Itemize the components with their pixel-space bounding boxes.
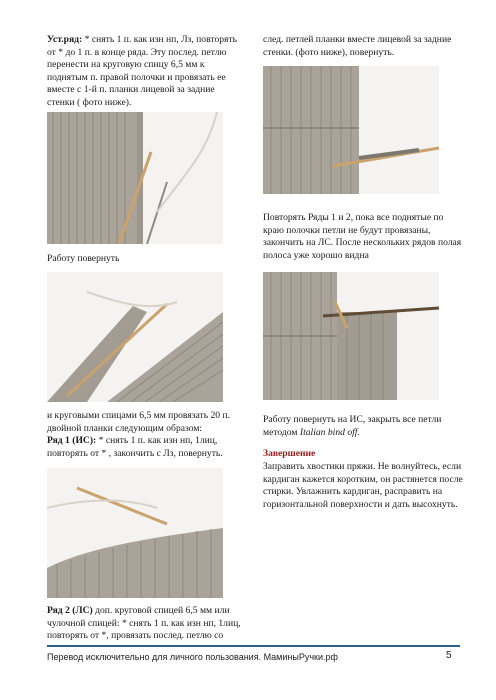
footer-rule	[47, 645, 460, 647]
bind-off-text: Работу повернуть на ИС, закрыть все петли методом	[263, 414, 442, 438]
row1-paragraph	[47, 435, 243, 460]
row2-paragraph	[47, 605, 243, 643]
repeat-rows-text: Повторять Ряды 1 и 2, пока все поднятые по краю полочки петли не будут провязаны, закончить на ЛС. После нескольких рядов полая полоса уже хорошо видна	[263, 212, 462, 261]
row2-text: доп. круговой спицей 6,5 мм или чулочной спицей: * снять 1 п. как изн нп, 1лиц, повторять от *, провязать послед. петлю со	[47, 605, 241, 642]
photo-setup-row	[47, 112, 223, 244]
photo-joining-band	[263, 66, 439, 194]
photo-row2	[47, 468, 223, 598]
bind-off-paragraph	[263, 414, 463, 439]
row1-label: Ряд 1 (ИС):	[47, 435, 97, 446]
setup-row-paragraph	[47, 34, 243, 110]
double-band-intro: и круговыми спицами 6,5 мм провязать 20 п. двойной планки следующим образом:	[47, 410, 231, 434]
bind-off-period: .	[357, 426, 360, 438]
bind-off-method: Italian bind off	[299, 426, 358, 438]
row1-text: * снять 1 п. как изн нп, 1лиц, повторять от * , закончить с Лз, повернуть.	[47, 435, 223, 459]
footer-note: Перевод исключительно для личного пользования. МаминыРучки.рф	[47, 652, 338, 662]
turn-work-text: Работу повернуть	[47, 253, 120, 264]
continuation-text: след. петлей планки вместе лицевой за задние стенки. (фото ниже), повернуть.	[263, 34, 452, 58]
finishing-heading: Завершение	[263, 448, 316, 459]
setup-row-label: Уст.ряд:	[47, 34, 83, 45]
finishing-text: Заправить хвостики пряжи. Не волнуйтесь, если кардиган кажется коротким, он растянется после стирки. Увлажнить кардиган, расправить на горизонтальной поверхности и дать высохнуть.	[263, 461, 463, 510]
photo-double-band-start	[47, 272, 223, 402]
row2-label: Ряд 2 (ЛС)	[47, 605, 93, 616]
page-number: 5	[446, 650, 452, 661]
setup-row-text: * снять 1 п. как изн нп, Лз, повторять от * до 1 п. в конце ряда. Эту послед. петлю перенести на круговую спицу 6,5 мм к поднятым п. правой полочки и провязать ее вместе с 1-й п. планки лицевой за задние стенки ( фото ниже).	[47, 34, 238, 108]
photo-hollow-band	[263, 272, 439, 400]
